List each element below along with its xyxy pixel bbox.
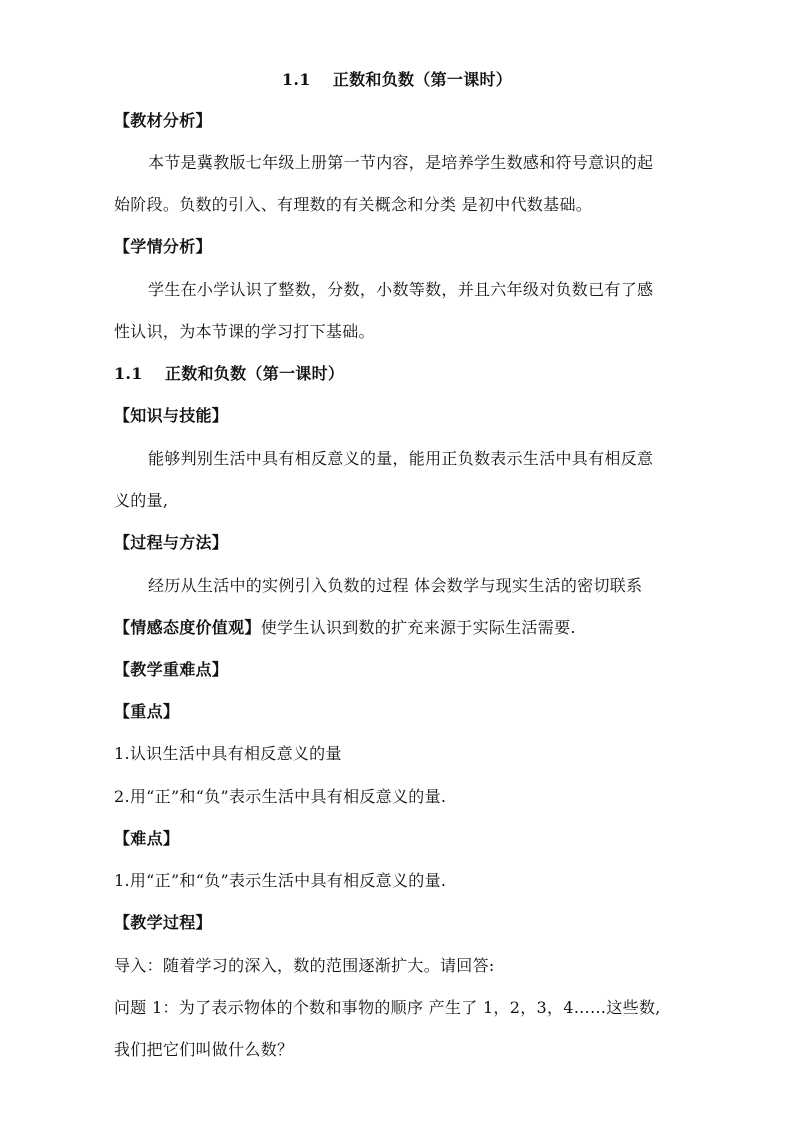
document-title: 1.1 正数和负数（第一课时） bbox=[281, 70, 513, 89]
difficulty-heading: 【难点】 bbox=[114, 829, 180, 848]
lesson-title: 1.1 正数和负数（第一课时） bbox=[114, 364, 345, 383]
teaching-keypoints-heading: 【教学重难点】 bbox=[114, 660, 229, 679]
focus-item-2: 2.用“正”和“负”表示生活中具有相反意义的量. bbox=[114, 787, 447, 806]
student-analysis-paragraph-line-1: 学生在小学认识了整数，分数，小数等数，并且六年级对负数已有了感 bbox=[148, 280, 654, 299]
student-analysis-heading: 【学情分析】 bbox=[114, 237, 212, 256]
teaching-process-heading: 【教学过程】 bbox=[114, 913, 212, 932]
question-1-line-2: 我们把它们叫做什么数？ bbox=[114, 1040, 294, 1059]
emotion-values-line bbox=[114, 617, 734, 639]
emotion-values-heading: 【情感态度价值观】 bbox=[114, 618, 261, 637]
knowledge-skills-paragraph-line-1: 能够判别生活中具有相反意义的量，能用正负数表示生活中具有相反意 bbox=[148, 449, 654, 468]
focus-heading: 【重点】 bbox=[114, 702, 180, 721]
difficulty-item-1: 1.用“正”和“负”表示生活中具有相反意义的量. bbox=[114, 871, 447, 890]
process-methods-paragraph: 经历从生活中的实例引入负数的过程 体会数学与现实生活的密切联系 bbox=[148, 576, 643, 595]
emotion-values-text: 使学生认识到数的扩充来源于实际生活需要. bbox=[260, 618, 576, 637]
textbook-analysis-paragraph-line-1: 本节是冀教版七年级上册第一节内容，是培养学生数感和符号意识的起 bbox=[148, 153, 654, 172]
textbook-analysis-heading: 【教材分析】 bbox=[114, 111, 212, 130]
textbook-analysis-paragraph-line-2: 始阶段。负数的引入、有理数的有关概念和分类 是初中代数基础。 bbox=[114, 195, 593, 214]
process-methods-heading: 【过程与方法】 bbox=[114, 533, 229, 552]
question-1-line-1: 问题 1：为了表示物体的个数和事物的顺序 产生了 1，2，3，4……这些数, bbox=[114, 998, 661, 1017]
student-analysis-paragraph-line-2: 性认识，为本节课的学习打下基础。 bbox=[114, 322, 375, 341]
intro-text: 导入：随着学习的深入，数的范围逐渐扩大。请回答: bbox=[114, 956, 495, 975]
knowledge-skills-paragraph-line-2: 义的量, bbox=[114, 491, 169, 510]
focus-item-1: 1.认识生活中具有相反意义的量 bbox=[114, 744, 342, 763]
knowledge-skills-heading: 【知识与技能】 bbox=[114, 406, 229, 425]
